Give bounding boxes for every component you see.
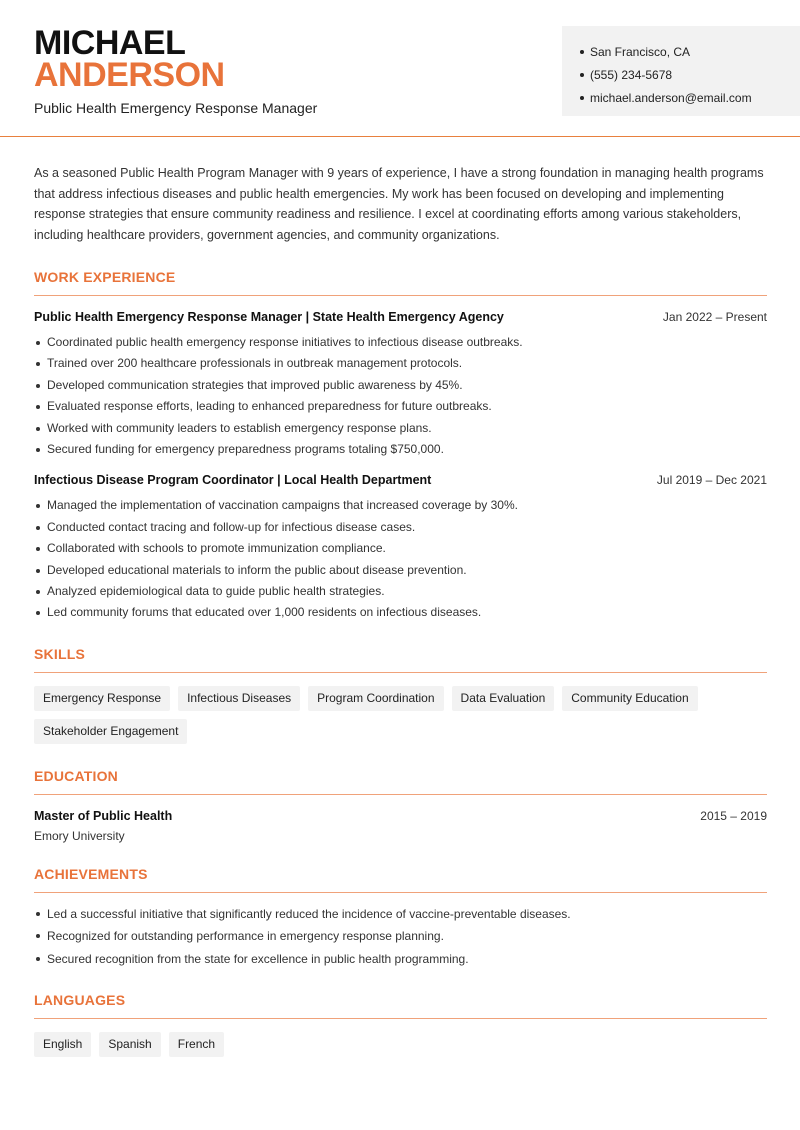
phone-text: (555) 234-5678 [590, 67, 673, 82]
contact-location [580, 40, 800, 63]
language-tag: English [34, 1032, 91, 1057]
job-title: Infectious Disease Program Coordinator | Local Health Department [34, 473, 432, 488]
list-item: Secured recognition from the state for excellence in public health programming. [34, 948, 767, 971]
resume-body [34, 137, 767, 1057]
achievements-list [34, 903, 767, 971]
list-item: Recognized for outstanding performance in emergency response planning. [34, 925, 767, 948]
bullet-icon [580, 73, 584, 77]
list-item: Analyzed epidemiological data to guide public health strategies. [34, 581, 767, 602]
language-tag: French [169, 1032, 224, 1057]
list-item: Conducted contact tracing and follow-up for infectious disease cases. [34, 517, 767, 538]
job-bullets [34, 332, 767, 460]
section-title-work: WORK EXPERIENCE [34, 269, 767, 296]
contact-email[interactable] [580, 87, 800, 110]
education-section [34, 768, 767, 843]
skills-tags [34, 686, 767, 744]
skills-section [34, 646, 767, 744]
list-item: Worked with community leaders to establish emergency response plans. [34, 418, 767, 439]
contact-phone [580, 63, 800, 86]
skill-tag: Infectious Diseases [178, 686, 300, 711]
job-entry [34, 473, 767, 623]
list-item: Led community forums that educated over 1,000 residents on infectious diseases. [34, 602, 767, 623]
bullet-icon [580, 96, 584, 100]
list-item: Managed the implementation of vaccination campaigns that increased coverage by 30%. [34, 495, 767, 516]
resume-header [0, 0, 800, 137]
list-item: Developed educational materials to inform the public about disease prevention. [34, 560, 767, 581]
skill-tag: Program Coordination [308, 686, 443, 711]
education-school: Emory University [34, 828, 125, 843]
list-item: Led a successful initiative that significantly reduced the incidence of vaccine-preventable diseases. [34, 903, 767, 926]
skill-tag: Community Education [562, 686, 697, 711]
job-title: Public Health Emergency Response Manager | State Health Emergency Agency [34, 310, 504, 324]
list-item: Evaluated response efforts, leading to enhanced preparedness for future outbreaks. [34, 396, 767, 417]
section-title-achievements: ACHIEVEMENTS [34, 866, 767, 893]
email-text[interactable]: michael.anderson@email.com [590, 91, 752, 106]
job-bullets [34, 495, 767, 623]
list-item: Secured funding for emergency preparedness programs totaling $750,000. [34, 439, 767, 460]
contact-box [562, 26, 800, 116]
list-item: Collaborated with schools to promote immunization compliance. [34, 538, 767, 559]
first-name: MICHAEL [34, 24, 186, 62]
work-section [34, 269, 767, 624]
job-entry [34, 310, 767, 460]
bullet-icon [580, 50, 584, 54]
education-dates: 2015 – 2019 [700, 808, 767, 823]
list-item: Developed communication strategies that improved public awareness by 45%. [34, 375, 767, 396]
summary: As a seasoned Public Health Program Manager with 9 years of experience, I have a strong foundation in managing health programs that address infectious diseases and public health emergencies. My work has been focused on developing and implementing response strategies that ensure community readiness and resilience. I excel at coordinating efforts among various stakeholders, including healthcare providers, government agencies, and community organizations. [34, 166, 764, 242]
skill-tag: Stakeholder Engagement [34, 719, 187, 744]
job-dates: Jul 2019 – Dec 2021 [656, 473, 767, 488]
achievements-section [34, 866, 767, 971]
location-text: San Francisco, CA [590, 44, 691, 59]
languages-tags [34, 1032, 767, 1057]
language-tag: Spanish [99, 1032, 160, 1057]
section-title-education: EDUCATION [34, 768, 767, 795]
headline: Public Health Emergency Response Manager [34, 100, 318, 116]
skill-tag: Data Evaluation [452, 686, 555, 711]
job-dates: Jan 2022 – Present [662, 310, 767, 324]
section-title-languages: LANGUAGES [34, 992, 767, 1019]
section-title-skills: SKILLS [34, 646, 767, 673]
list-item: Coordinated public health emergency response initiatives to infectious disease outbreaks. [34, 332, 767, 353]
skill-tag: Emergency Response [34, 686, 170, 711]
languages-section [34, 992, 767, 1057]
list-item: Trained over 200 healthcare professionals in outbreak management protocols. [34, 353, 767, 374]
education-degree: Master of Public Health [34, 808, 173, 823]
last-name: ANDERSON [34, 56, 225, 94]
